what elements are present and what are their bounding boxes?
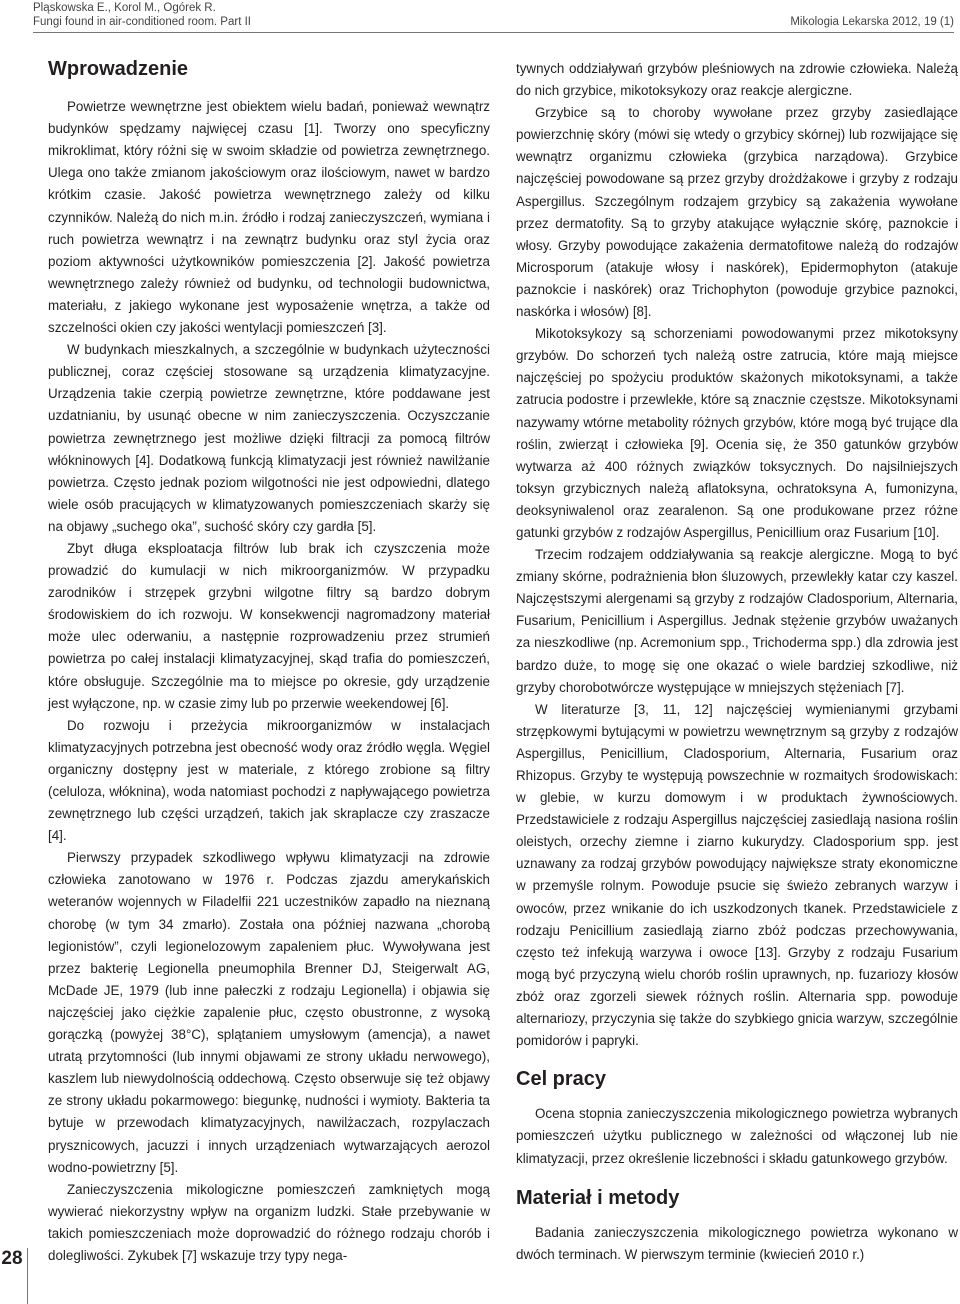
paragraph: Trzecim rodzajem oddziaływania są reakcje alergiczne. Mogą to być zmiany skórne, podrażnienia błon śluzowych, przewlekły katar czy kaszel. Najczęstszymi alergenami są grzyby z rodzajów Cladosporium, Alternaria, Fusarium, Penicillium i Aspergillus. Jednak stężenie grzybów uważanych za nieszkodliwe (np. Acremonium spp., Trichoderma spp.) dla zdrowia jest bardzo duże, to mogę się one okazać o wiele bardziej szkodliwe, niż grzyby chorobotwórcze występujące w mniejszych stężeniach [7]. bbox=[516, 547, 958, 695]
paragraph: Pierwszy przypadek szkodliwego wpływu klimatyzacji na zdrowie człowieka zanotowano w 1976 r. Podczas zjazdu amerykańskich weteranów wojennych w Filadelfii 221 uczestników zapadło na nieznaną chorobę (w tym 34 zmarło). Została ona później nazwana „chorobą legionistów”, czyli legionelozowym zapaleniem płuc. Wywoływana jest przez bakterię Legionella pneumophila Brenner DJ, Steigerwalt AG, McDade JE, 1979 (lub inne pałeczki z rodzaju Legionella) i objawia się najczęściej jako ciężkie zapalenie płuc, często obustronne, z wysoką gorączką (powyżej 38°C), splątaniem umysłowym (amencja), a nawet utratą przytomności (lub innymi objawami ze strony układu nerwowego), kaszlem lub niewydolnością oddechową. Często obserwuje się też objawy ze strony układu pokarmowego: biegunkę, nudności i wymioty. Bakteria ta bytuje w przewodach klimatyzacyjnych, nawilżaczach, rozpylaczach prysznicowych, jacuzzi i innych urządzeniach wytwarzających aerozol wodno-powietrzny [5]. bbox=[48, 850, 490, 1175]
header-short-title: Fungi found in air-conditioned room. Part II bbox=[33, 16, 251, 28]
paragraph-continued: tywnych oddziaływań grzybów pleśniowych na zdrowie człowieka. Należą do nich grzybice, mikotoksykozy oraz reakcje alergiczne. bbox=[516, 61, 958, 99]
aim-paragraph: Ocena stopnia zanieczyszczenia mikologicznego powietrza wybranych pomieszczeń użytku publicznego w zależności od włączonej lub nie klimatyzacji, przez określenie liczebności i składu gatunkowego grzybów. bbox=[516, 1106, 958, 1166]
paragraph: Mikotoksykozy są schorzeniami powodowanymi przez mikotoksyny grzybów. Do schorzeń tych należą ostre zatrucia, które mają miejsce najczęściej po spożyciu produktów skażonych mikotoksynami, a także zatrucia podostre i przewlekłe, które są znacznie częstsze. Mikotoksynami nazywamy wtórne metabolity różnych grzybów, które mogą być trujące dla roślin, zwierząt i człowieka [9]. Ocenia się, że 350 gatunków grzybów wytwarza aż 400 różnych związków toksycznych. Do najsilniejszych toksyn grzybicznych należą aflatoksyna, ochratoksyna A, fumonizyna, deoksyniwalenol oraz zearalenon. Są one produkowane przez różne gatunki grzybów z rodzajów Aspergillus, Penicillium oraz Fusarium [10]. bbox=[516, 326, 958, 540]
header-authors: Pląskowska E., Korol M., Ogórek R. bbox=[33, 2, 216, 14]
paragraph: Zanieczyszczenia mikologiczne pomieszczeń zamkniętych mogą wywierać niekorzystny wpływ na organizm ludzki. Stałe przebywanie w takich pomieszczeniach może doprowadzić do różnego rodzaju chorób i dolegliwości. Zykubek [7] wskazuje trzy typy nega- bbox=[48, 1181, 490, 1263]
section-heading-introduction: Wprowadzenie bbox=[48, 58, 189, 80]
header-journal: Mikologia Lekarska 2012, 19 (1) bbox=[790, 16, 954, 28]
section-heading-aim: Cel pracy bbox=[516, 1068, 607, 1091]
running-header-left bbox=[33, 1, 251, 29]
page-number-rule bbox=[27, 1248, 28, 1304]
paragraph: Zbyt długa eksploatacja filtrów lub brak ich czyszczenia może prowadzić do kumulacji w nich mikroorganizmów. W przypadku zarodników i strzępek grzybni wilgotne filtry są bardzo dobrym środowiskiem do ich rozwoju. W konsekwencji nagromadzony materiał może ulec oderwaniu, a następnie rozprowadzeniu przez strumień powietrza po całej instalacji klimatyzacyjnej, skąd trafia do pomieszczeń, które obsługuje. Szczególnie ma to miejsce po okresie, gdy urządzenie jest wyłączone, np. w czasie zimy lub po przerwie weekendowej [6]. bbox=[48, 540, 490, 711]
paragraph: Powietrze wewnętrzne jest obiektem wielu badań, ponieważ wewnątrz budynków spędzamy najwięcej czasu [1]. Tworzy ono specyficzny mikroklimat, który różni się w swoim składzie od powietrza zewnętrznego. Ulega ono także zmianom jakościowym oraz ilościowym, nawet w bardzo krótkim czasie. Jakość powietrza wewnętrznego zależy od kilku czynników. Należą do nich m.in. źródło i rodzaj zanieczyszczeń, wymiana i ruch powietrza wewnątrz i na zewnątrz budynku oraz styl życia oraz poziom aktywności użytkowników pomieszczenia [2]. Jakość powietrza wewnętrznego zależy również od budynku, od technologii budownictwa, materiału, z jakiego wykonane jest wyposażenie wnętrza, a także od szczelności okien czy jakości wentylacji pomieszczeń [3]. bbox=[48, 99, 490, 336]
methods-paragraph: Badania zanieczyszczenia mikologicznego powietrza wykonano w dwóch terminach. W pierwszym terminie (kwiecień 2010 r.) bbox=[516, 1224, 958, 1262]
paragraph: W literaturze [3, 11, 12] najczęściej wymienianymi grzybami strzępkowymi bytującymi w powietrzu wewnętrznym są grzyby z rodzajów Aspergillus, Penicillium, Cladosporium, Alternaria, Fusarium oraz Rhizopus. Grzyby te występują powszechnie w rozmaitych środowiskach: w glebie, w kurzu domowym i w produktach żywnościowych. Przedstawiciele z rodzaju Aspergillus najczęściej zasiedlają nasiona roślin oleistych, orzechy ziemne i ziarno kukurydzy. Cladosporium spp. jest uznawany za rodzaj grzybów powodujący największe straty ekonomiczne w przemyśle rolnym. Powoduje psucie się świeżo zebranych warzyw i owoców, przez wnikanie do ich uszkodzonych tkanek. Przedstawiciele z rodzaju Penicillium zasiedlają ziarno zbóż podczas przechowywania, często też infekują warzywa i owoce [13]. Grzyby z rodzaju Fusarium mogą być przyczyną wielu chorób roślin uprawnych, np. fuzariozy kłosów zbóż oraz zgorzeli siewek różnych roślin. Alternaria spp. powoduje alternariozy, przyczynia się także do szybkiego gnicia warzyw, szczególnie pomidorów i papryki. bbox=[516, 701, 958, 1049]
header-rule bbox=[33, 32, 954, 33]
paragraph: Grzybice są to choroby wywołane przez grzyby zasiedlające powierzchnię skóry (mówi się wtedy o grzybicy skórnej) lub rozwijające się wewnątrz organizmu człowieka (grzybica narządowa). Grzybice najczęściej powodowane są przez grzyby drożdżakowe i grzyby z rodzaju Aspergillus. Szczególnym rodzajem grzybicy są zakażenia wywołane przez dermatofity. Są to grzyby atakujące wyłącznie skórę, paznokcie i włosy. Grzyby powodujące zakażenia dermatofitowe należą do rodzajów Microsporum (atakuje włosy i naskórek), Epidermophyton (atakuje paznokcie i naskórek) oraz Trichophyton (powoduje grzybice paznokci, naskórka i włosów) [8]. bbox=[516, 105, 958, 320]
page-number: 28 bbox=[1, 1248, 23, 1269]
paragraph: W budynkach mieszkalnych, a szczególnie w budynkach użyteczności publicznej, coraz częściej stosowane są urządzenia klimatyzacyjne. Urządzenia takie czerpią powietrze zewnętrzne, które poddawane jest uzdatnianiu, by usunąć obecne w nim zanieczyszczenia. Oczyszczanie powietrza zewnętrznego jest możliwe dzięki filtracji za pomocą filtrów włókninowych [4]. Dodatkową funkcją klimatyzacji jest również nawilżanie powietrza. Często jednak poziom wilgotności nie jest odpowiedni, dlatego wiele osób pracujących w klimatyzowanych pomieszczeniach skarży się na objawy „suchego oka”, suchość skóry czy gardła [5]. bbox=[48, 342, 490, 534]
paragraph: Do rozwoju i przeżycia mikroorganizmów w instalacjach klimatyzacyjnych potrzebna jest obecność wody oraz źródło węgla. Węgiel organiczny dostępny jest w materiale, z którego zrobione są filtry (celuloza, włóknina), woda natomiast pochodzi z napływającego powietrza zewnętrznego lub części urządzeń, takich jak skraplacze czy zraszacze [4]. bbox=[48, 717, 490, 844]
left-column bbox=[48, 56, 490, 1267]
right-column bbox=[516, 58, 958, 1266]
section-heading-methods: Materiał i metody bbox=[516, 1186, 680, 1209]
